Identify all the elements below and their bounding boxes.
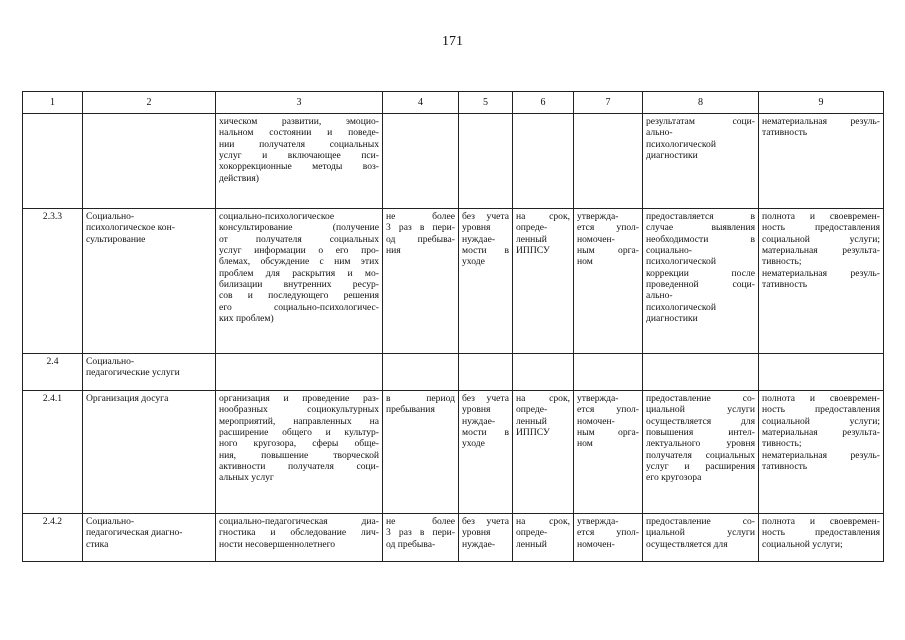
service-description-cell [216, 391, 383, 514]
cell-line: Организация досуга [86, 393, 169, 404]
cell-line: психологической [646, 301, 716, 313]
tariff-cell [574, 354, 643, 391]
cell-line: ленный [516, 538, 547, 550]
cell-line: необходимости в [646, 233, 755, 245]
tariff-cell [574, 114, 643, 209]
cell-line: получателя социальных [646, 449, 755, 461]
cell-line: диагностики [646, 312, 698, 324]
cell-line: педагогическая диагно- [86, 527, 183, 539]
cell-line: услуг и расширения [646, 460, 755, 472]
cell-line: осуществляется для [646, 415, 755, 427]
cell-line: уходе [462, 256, 485, 268]
cell-line: ность предоставления [762, 222, 880, 234]
cell-line: диагностики [646, 149, 698, 161]
cell-line: предоставляется в [646, 211, 755, 222]
cell-line: осуществляется для [646, 538, 728, 550]
cell-line: ном [577, 438, 593, 450]
cell-line: лектуального уровня [646, 438, 755, 450]
cell-line: ного кругозора, сферы обще- [219, 438, 379, 450]
care-level-cell [459, 114, 513, 209]
table-row [23, 114, 884, 209]
tariff-cell [574, 209, 643, 354]
cell-line: организация и проведение раз- [219, 393, 379, 404]
frequency-cell [383, 391, 459, 514]
header-cell: 5 [459, 92, 513, 114]
cell-line: нематериальная резуль- [762, 449, 880, 461]
cell-line: ИППСУ [516, 244, 550, 256]
cell-line: социально-психологическое [219, 211, 335, 222]
cell-line: ным орга- [577, 244, 639, 256]
tariff-cell [574, 391, 643, 514]
care-level-cell [459, 514, 513, 562]
conditions-cell [643, 354, 759, 391]
header-cell: 8 [643, 92, 759, 114]
cell-line: мероприятий, направленных на [219, 415, 379, 427]
cell-line: социальной услуги; [762, 233, 880, 245]
service-name-cell [83, 114, 216, 209]
cell-line: мости в [462, 426, 509, 438]
frequency-cell [383, 209, 459, 354]
cell-line: уровня [462, 222, 491, 234]
cell-line: тивность; [762, 256, 802, 268]
cell-line: ленный [516, 233, 547, 245]
conditions-cell [643, 209, 759, 354]
header-cell: 4 [383, 92, 459, 114]
cell-line: полнота и своевремен- [762, 211, 880, 222]
term-cell [513, 114, 574, 209]
term-cell [513, 514, 574, 562]
service-name-cell [83, 354, 216, 391]
cell-line: од пребыва- [386, 538, 436, 550]
cell-line: ности несовершеннолетнего [219, 538, 336, 550]
cell-line: психологической [646, 138, 716, 150]
cell-line: ность предоставления [762, 527, 880, 539]
cell-line: консультирование (получение [219, 222, 379, 234]
cell-line: мости в [462, 244, 509, 256]
cell-line: его социально-психологичес- [219, 301, 379, 313]
cell-line: нематериальная резуль- [762, 116, 880, 127]
header-cell: 9 [759, 92, 884, 114]
cell-line: повышения интел- [646, 426, 755, 438]
table-row [23, 514, 884, 562]
care-level-cell [459, 209, 513, 354]
cell-line: од пребыва- [386, 233, 455, 245]
care-level-cell [459, 391, 513, 514]
cell-line: от получателя социальных [219, 233, 379, 245]
quality-cell [759, 514, 884, 562]
cell-line: номочен- [577, 233, 615, 245]
cell-line: уходе [462, 438, 485, 450]
cell-line: тативность [762, 127, 808, 139]
cell-line: 3 раз в пери- [386, 222, 455, 234]
cell-line: результатам соци- [646, 116, 755, 127]
cell-line: проблем для раскрытия и мо- [219, 267, 379, 279]
cell-line: циальной услуги [646, 404, 755, 416]
frequency-cell [383, 354, 459, 391]
cell-line: тативность [762, 460, 808, 472]
quality-cell [759, 114, 884, 209]
cell-line: уровня [462, 527, 491, 539]
cell-line: опреде- [516, 404, 548, 416]
cell-line: его кругозора [646, 472, 702, 484]
cell-line: ется упол- [577, 222, 639, 234]
cell-line: стика [86, 538, 109, 550]
cell-line: социальной услуги; [762, 538, 843, 550]
cell-line: педагогические услуги [86, 367, 180, 379]
item-number-cell: 2.4 [23, 354, 83, 391]
cell-line: ется упол- [577, 404, 639, 416]
cell-line: нуждае- [462, 233, 496, 245]
cell-line: психологической [646, 256, 716, 268]
table-row [23, 209, 884, 354]
cell-line: ния, повышение творческой [219, 449, 379, 461]
service-name-cell [83, 391, 216, 514]
cell-line: ность предоставления [762, 404, 880, 416]
cell-line: гностика и обследование лич- [219, 527, 379, 539]
cell-line: нообразных социокультурных [219, 404, 379, 416]
cell-line: сультирование [86, 233, 146, 245]
cell-line: не более [386, 211, 455, 222]
quality-cell [759, 391, 884, 514]
cell-line: на срок, [516, 516, 570, 527]
term-cell [513, 209, 574, 354]
quality-cell [759, 354, 884, 391]
cell-line: сов и последующего решения [219, 290, 379, 302]
frequency-cell [383, 114, 459, 209]
cell-line: блемах, обсуждение с ним этих [219, 256, 379, 268]
cell-line: не более [386, 516, 455, 527]
cell-line: 3 раз в пери- [386, 527, 455, 539]
header-cell: 6 [513, 92, 574, 114]
cell-line: полнота и своевремен- [762, 393, 880, 404]
service-description-cell [216, 354, 383, 391]
cell-line: социально- [646, 244, 692, 256]
cell-line: полнота и своевремен- [762, 516, 880, 527]
header-cell: 3 [216, 92, 383, 114]
cell-line: билизации внутренних ресур- [219, 278, 379, 290]
cell-line: хическом развитии, эмоцио- [219, 116, 379, 127]
table-row [23, 391, 884, 514]
cell-line: действия) [219, 172, 259, 184]
cell-line: хокоррекционные методы воз- [219, 161, 379, 173]
cell-line: ном [577, 256, 593, 268]
cell-line: ленный [516, 415, 547, 427]
cell-line: тативность [762, 278, 808, 290]
header-cell: 7 [574, 92, 643, 114]
service-description-cell [216, 209, 383, 354]
cell-line: случае выявления [646, 222, 755, 234]
cell-line: активности получателя соци- [219, 460, 379, 472]
cell-line: ально- [646, 127, 673, 139]
tariff-cell [574, 514, 643, 562]
service-description-cell [216, 514, 383, 562]
cell-line: расширение общего и культур- [219, 426, 379, 438]
term-cell [513, 354, 574, 391]
cell-line: без учета [462, 393, 509, 404]
cell-line: нии получателя социальных [219, 138, 379, 150]
cell-line: ких проблем) [219, 312, 274, 324]
cell-line: услуг и включающее пси- [219, 149, 379, 161]
header-row [23, 92, 884, 114]
cell-line: коррекции после [646, 267, 755, 279]
cell-line: утвержда- [577, 516, 619, 527]
cell-line: без учета [462, 516, 509, 527]
table-row [23, 354, 884, 391]
cell-line: ИППСУ [516, 426, 550, 438]
cell-line: материальная результа- [762, 426, 880, 438]
header-cell: 2 [83, 92, 216, 114]
conditions-cell [643, 114, 759, 209]
quality-cell [759, 209, 884, 354]
cell-line: нуждае- [462, 415, 496, 427]
frequency-cell [383, 514, 459, 562]
cell-line: опреде- [516, 527, 548, 539]
services-table [22, 91, 884, 562]
cell-line: социально-педагогическая диа- [219, 516, 379, 527]
cell-line: уровня [462, 404, 491, 416]
cell-line: ется упол- [577, 527, 639, 539]
cell-line: материальная результа- [762, 244, 880, 256]
conditions-cell [643, 514, 759, 562]
cell-line: нальном состоянии и поведе- [219, 127, 379, 139]
cell-line: ально- [646, 290, 673, 302]
cell-line: альных услуг [219, 472, 274, 484]
conditions-cell [643, 391, 759, 514]
cell-line: Социально- [86, 211, 135, 222]
cell-line: социальной услуги; [762, 415, 880, 427]
cell-line: утвержда- [577, 211, 619, 222]
cell-line: утвержда- [577, 393, 619, 404]
cell-line: предоставление со- [646, 516, 755, 527]
cell-line: ным орга- [577, 426, 639, 438]
cell-line: пребывания [386, 404, 435, 416]
care-level-cell [459, 354, 513, 391]
cell-line: предоставление со- [646, 393, 755, 404]
page-number: 171 [442, 34, 463, 49]
cell-line: психологическое кон- [86, 222, 175, 234]
item-number-cell: 2.4.1 [23, 391, 83, 514]
item-number-cell: 2.3.3 [23, 209, 83, 354]
cell-line: циальной услуги [646, 527, 755, 539]
cell-line: в период [386, 393, 455, 404]
cell-line: Социально- [86, 356, 135, 367]
cell-line: без учета [462, 211, 509, 222]
cell-line: на срок, [516, 393, 570, 404]
item-number-cell [23, 114, 83, 209]
service-description-cell [216, 114, 383, 209]
term-cell [513, 391, 574, 514]
cell-line: нуждае- [462, 538, 496, 550]
cell-line: проведенной соци- [646, 278, 755, 290]
cell-line: номочен- [577, 415, 615, 427]
cell-line: на срок, [516, 211, 570, 222]
cell-line: опреде- [516, 222, 548, 234]
service-name-cell [83, 209, 216, 354]
cell-line: номочен- [577, 538, 615, 550]
cell-line: Социально- [86, 516, 135, 527]
cell-line: тивность; [762, 438, 802, 450]
item-number-cell: 2.4.2 [23, 514, 83, 562]
cell-line: нематериальная резуль- [762, 267, 880, 279]
cell-line: ния [386, 244, 401, 256]
service-name-cell [83, 514, 216, 562]
cell-line: услуг информации о его про- [219, 244, 379, 256]
header-cell: 1 [23, 92, 83, 114]
